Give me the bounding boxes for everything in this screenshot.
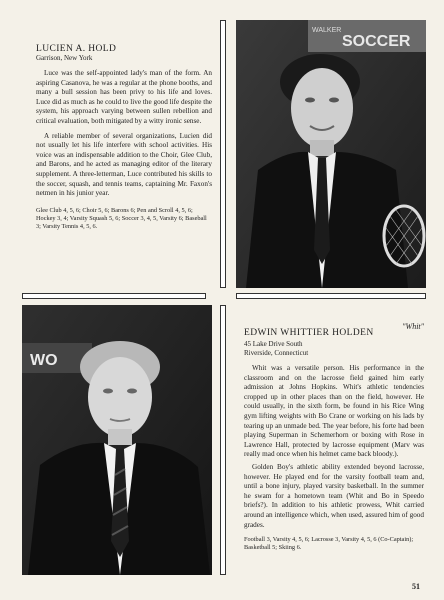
activities-list: Glee Club 4, 5, 6; Choir 5, 6; Barons 6; Pen and Scroll 4, 5, 6; Hockey 3, 4; Varsity Squash 5, 6; Soccer 3, 4, 5, Varsity 6; Baseball 3; Varsity Tennis 4, 5, 6. (36, 206, 207, 231)
bio-paragraph: A reliable member of several organizations, Lucien did not usually let his life interfere with school activities. His voice was an indispensable addition to the Choir, Glee Club, and Barons, and he acted as managing editor of the literary supplement. A three-letterman, Luce contributed his skills to the soccer, squash, and tennis teams, captaining Mr. Faxon's netmen in his junior year. (36, 131, 212, 198)
student-address: 45 Lake Drive South (244, 340, 303, 348)
bio-paragraph: Luce was the self-appointed lady's man of the form. An aspiring Casanova, he was a regular at the phone booths, and many a bull session has been privy to his life and loves. Luce did as much as he could to live the good life despite the system, his approach varying between sullen rebellion and critical evaluation, both mitigated by a witty ironic sense. (36, 69, 212, 125)
photo-sign: SOCCER (342, 33, 411, 50)
photo-sign-small: WALKER (312, 27, 342, 34)
student-name: EDWIN WHITTIER HOLDEN (244, 328, 374, 338)
bio-paragraph: Golden Boy's athletic ability extended beyond lacrosse, however. He played end for the varsity football team and, until a bone injury, played varsity basketball. In the summer he swam for a hometown team (Whit and Bo in Speedo briefs?). In addition to his athletic prowess, Whit carried around an intelligence which, when used, assured him of good grades. (244, 462, 424, 529)
entry-holden (244, 322, 424, 553)
divider-rule (220, 305, 226, 575)
portrait-photo-hold (236, 20, 426, 288)
photo-sign: WO (30, 352, 58, 369)
student-nickname: "Whit" (402, 322, 424, 331)
student-location: Riverside, Connecticut (244, 349, 309, 357)
student-location: Garrison, New York (36, 54, 93, 62)
activities-list: Football 3, Varsity 4, 5, 6; Lacrosse 3, Varsity 4, 5, 6 (Co-Captain); Basketball 5; Skiing 6. (244, 536, 414, 552)
entry-hold (36, 44, 212, 231)
student-name: LUCIEN A. HOLD (36, 44, 117, 54)
portrait-photo-holden (22, 305, 212, 575)
bio-paragraph: Whit was a versatile person. His performance in the classroom and on the lacrosse field gained him early admission at Johns Hopkins. Whit's athletic tendencies cropped up in other places than on the field, however. He could usually, in the sixth form, be found in his Rice Wing gym lifting weights with Bo Crane or working on his lads by tearing up an unmade bed. The year before, his forte had been playing Superman in Schemerhorn or boxing with Rose in Lawrence Hall, protected by lacrosse equipment (Marv was really mad once when his helmet came back bloody.). (244, 364, 424, 459)
divider-rule (220, 20, 226, 288)
divider-rule (22, 293, 206, 299)
divider-rule (236, 293, 426, 299)
page-number: 51 (412, 582, 420, 591)
